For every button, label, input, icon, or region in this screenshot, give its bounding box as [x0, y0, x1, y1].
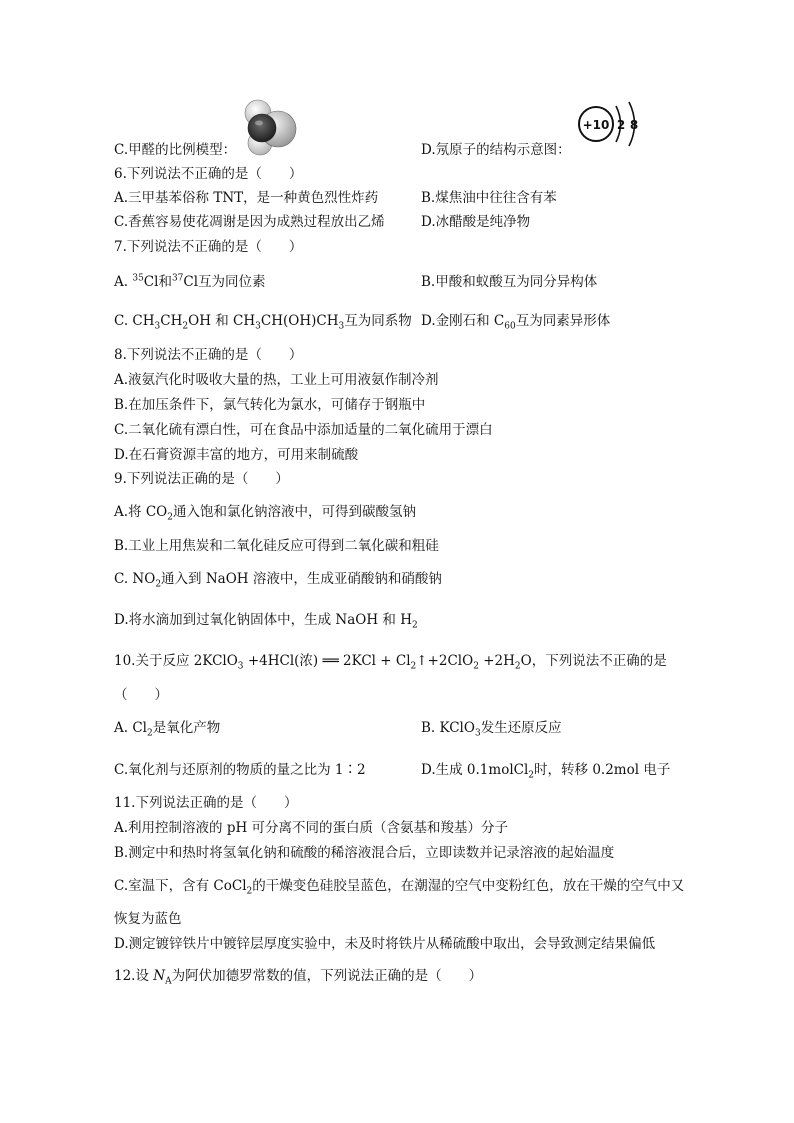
neon-atom-structure-diagram [576, 96, 646, 154]
formaldehyde-space-filling-model [238, 98, 300, 158]
q10-option-d: D.生成 0.1molCl$_2$时，转移 0.2mol 电子 [421, 762, 671, 781]
q8-option-c: C.二氧化硫有漂白性，可在食品中添加适量的二氧化硫用于漂白 [114, 422, 493, 438]
q10-stem: 10.关于反应 2KClO$_3$ +4HCl(浓) ══ $2KCl + Cl_2↑+2ClO_2 +2H_2O$，下列说法不正确的是 [114, 653, 667, 672]
neon-shell-2-count: 8 [629, 118, 639, 132]
q6-stem: 6.下列说法不正确的是（ ） [114, 166, 303, 182]
q5-option-c [114, 141, 236, 159]
q7-option-a: A. $^{35}$Cl和$^{37}$Cl互为同位素 [114, 273, 266, 290]
neon-shell-1-count: 2 [616, 118, 626, 132]
q9-stem: 9.下列说法正确的是（ ） [114, 471, 289, 487]
q12-stem: 12.设 $N_A$为阿伏加德罗常数的值，下列说法正确的是（ ） [114, 968, 483, 987]
q7-stem: 7.下列说法不正确的是（ ） [114, 239, 303, 255]
q7-option-b: B.甲酸和蚁酸互为同分异构体 [421, 274, 598, 290]
q9-option-a: A.将 $CO_2$通入饱和氯化钠溶液中，可得到碳酸氢钠 [114, 504, 416, 523]
q11-option-d: D.测定镀锌铁片中镀锌层厚度实验中，未及时将铁片从稀硫酸中取出，会导致测定结果偏低 [114, 936, 656, 952]
q6-option-b: B.煤焦油中往往含有苯 [421, 190, 557, 206]
cl37-mass-number: 37 [171, 273, 184, 284]
q11-option-c: C.室温下，含有 CoCl$_2$的干燥变色硅胶呈蓝色，在潮湿的空气中变粉红色，放在干燥的空气中又 [114, 878, 685, 897]
q8-option-a: A.液氨汽化时吸收大量的热，工业上可用液氨作制冷剂 [114, 372, 439, 388]
q9-option-d: D.将水滴加到过氧化钠固体中，生成 NaOH 和 $H_2$ [114, 612, 418, 631]
q11-option-c-continued: 恢复为蓝色 [114, 911, 182, 927]
q5-option-d [421, 141, 571, 159]
q7-option-c: C. $CH_3CH_2OH$ 和 $CH_3CH(OH)CH_3$互为同系物 [114, 313, 412, 332]
q7-option-d: D.金刚石和 $C_{60}$互为同素异形体 [421, 313, 611, 332]
avogadro-symbol: N [153, 968, 166, 984]
q6-option-c: C.香蕉容易使花凋谢是因为成熟过程放出乙烯 [114, 214, 385, 230]
q8-stem: 8.下列说法不正确的是（ ） [114, 347, 303, 363]
q11-option-b: B.测定中和热时将氢氧化钠和硫酸的稀溶液混合后，立即读数并记录溶液的起始温度 [114, 845, 615, 861]
q11-option-a: A.利用控制溶液的 pH 可分离不同的蛋白质（含氨基和羧基）分子 [114, 820, 509, 836]
neon-nucleus-charge: +10 [582, 118, 610, 132]
q6-option-d: D.冰醋酸是纯净物 [421, 214, 531, 230]
q6-option-a: A.三甲基苯俗称 TNT，是一种黄色烈性炸药 [114, 190, 379, 206]
cl35-mass-number: 35 [132, 273, 144, 284]
q9-option-b: B.工业上用焦炭和二氧化硅反应可得到二氧化碳和粗硅 [114, 538, 439, 554]
q9-option-c: C. $NO_2$通入到 NaOH 溶液中，生成亚硝酸钠和硝酸钠 [114, 571, 442, 590]
q8-option-d: D.在石膏资源丰富的地方，可用来制硫酸 [114, 447, 359, 463]
q8-option-b: B.在加压条件下，氯气转化为氯水，可储存于钢瓶中 [114, 397, 426, 413]
q11-stem: 11.下列说法正确的是（ ） [114, 795, 298, 811]
q5-option-d-label: D.氖原子的结构示意图： [421, 142, 571, 158]
q5-option-c-label: C.甲醛的比例模型： [114, 142, 237, 158]
q10-option-b: B. KClO$_3$发生还原反应 [421, 720, 562, 739]
q10-reaction-equation: 2KClO$_3$ +4HCl(浓) ══ $2KCl + Cl_2↑+2ClO_2 +2H_2O$ [193, 653, 532, 672]
q10-option-a: A. $Cl_2$是氧化产物 [114, 720, 221, 739]
q10-answer-paren: （ ） [114, 687, 168, 703]
q10-option-c: C.氧化剂与还原剂的物质的量之比为 1∶2 [114, 762, 366, 778]
